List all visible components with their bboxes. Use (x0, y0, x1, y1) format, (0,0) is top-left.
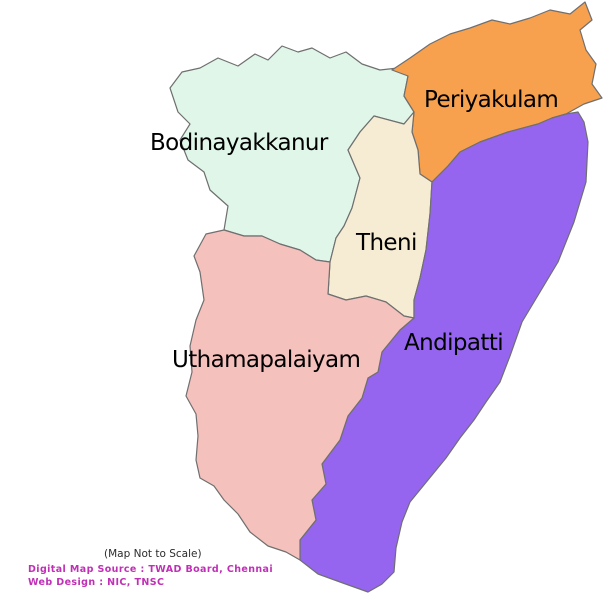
label-theni: Theni (356, 230, 417, 256)
label-bodinayakkanur: Bodinayakkanur (150, 130, 328, 156)
label-periyakulam: Periyakulam (424, 87, 559, 113)
label-uthamapalaiyam: Uthamapalaiyam (172, 347, 361, 373)
design-credit: Web Design : NIC, TNSC (28, 577, 165, 588)
source-credit: Digital Map Source : TWAD Board, Chennai (28, 564, 274, 575)
scale-note: (Map Not to Scale) (104, 548, 202, 560)
label-andipatti: Andipatti (404, 330, 504, 356)
